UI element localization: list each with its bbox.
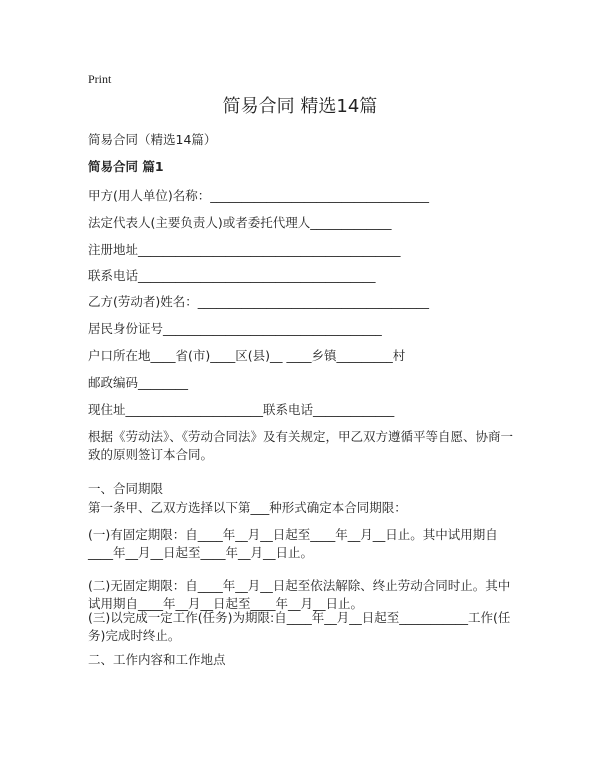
document-title: 简易合同 精选14篇 xyxy=(222,96,378,117)
household-address-field: 户口所在地____省(市)____区(县)__ ____乡镇_________村 xyxy=(88,348,406,363)
legal-representative-field: 法定代表人(主要负责人)或者委托代理人_____________ xyxy=(88,215,392,230)
document-subtitle: 简易合同（精选14篇） xyxy=(88,132,217,147)
section-title: 简易合同 篇1 xyxy=(88,159,164,174)
heading-work-content: 二、工作内容和工作地点 xyxy=(88,652,226,667)
postal-code-field: 邮政编码________ xyxy=(88,375,189,390)
open-term-clause: (二)无固定期限：自____年__月__日起至依法解除、终止劳动合同时止。其中试用期自____年__月__日起至____年__月__日止。 xyxy=(88,578,511,611)
employee-name-field: 乙方(劳动者)姓名：_____________________________________ xyxy=(88,294,430,309)
print-link[interactable]: Print xyxy=(88,72,112,86)
article-one: 第一条甲、乙双方选择以下第___种形式确定本合同期限： xyxy=(88,500,407,515)
current-address-field: 现住址______________________联系电话_____________ xyxy=(88,402,395,417)
employer-phone-field: 联系电话______________________________________ xyxy=(88,268,376,283)
task-term-clause: (三)以完成一定工作(任务)为期限:自____年__月__日起至___________工作(任务)完成时终止。 xyxy=(88,610,511,643)
registered-address-field: 注册地址__________________________________________ xyxy=(88,242,401,257)
id-number-field: 居民身份证号___________________________________ xyxy=(88,321,382,336)
heading-contract-term: 一、合同期限 xyxy=(88,481,164,496)
fixed-term-clause: (一)有固定期限：自____年__月__日起至____年__月__日止。其中试用期自____年__月__日起至____年__月__日止。 xyxy=(88,527,498,560)
preamble-paragraph: 根据《劳动法》、《劳动合同法》及有关规定，甲乙双方遵循平等自愿、协商一致的原则签订本合同。 xyxy=(88,429,514,462)
employer-name-field: 甲方(用人单位)名称：___________________________________ xyxy=(88,188,430,203)
